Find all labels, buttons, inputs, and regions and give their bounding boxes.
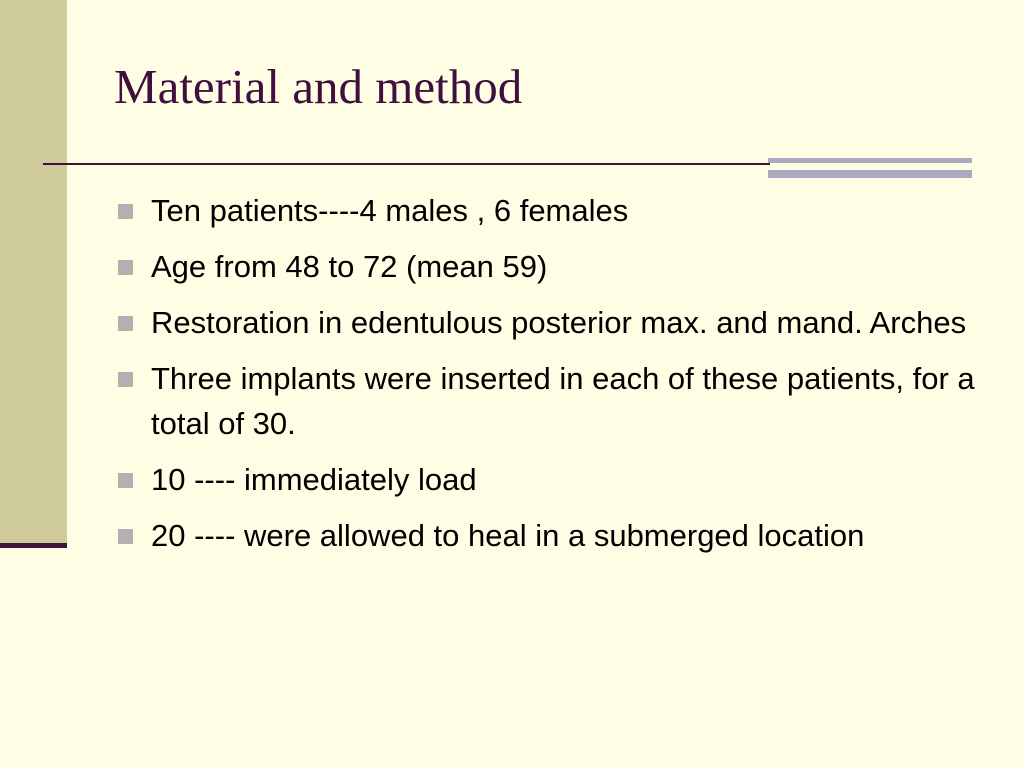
left-bar-underline <box>0 543 67 548</box>
square-bullet-icon <box>118 204 133 219</box>
bullet-list <box>118 188 978 569</box>
square-bullet-icon <box>118 260 133 275</box>
bullet-item <box>118 513 978 558</box>
square-bullet-icon <box>118 529 133 544</box>
slide-title: Material and method <box>114 59 523 114</box>
title-divider <box>43 163 770 165</box>
bullet-text: 20 ---- were allowed to heal in a submerged location <box>151 518 865 553</box>
bullet-text: Restoration in edentulous posterior max. and mand. Arches <box>151 305 967 340</box>
accent-divider-top <box>768 158 972 163</box>
square-bullet-icon <box>118 372 133 387</box>
bullet-text: Three implants were inserted in each of these patients, for a total of 30. <box>151 361 975 441</box>
square-bullet-icon <box>118 473 133 488</box>
square-bullet-icon <box>118 316 133 331</box>
bullet-item <box>118 300 978 345</box>
accent-divider-bottom <box>768 170 972 178</box>
bullet-item <box>118 188 978 233</box>
bullet-text: Age from 48 to 72 (mean 59) <box>151 249 548 284</box>
bullet-item <box>118 356 978 446</box>
bullet-item <box>118 244 978 289</box>
bullet-text: 10 ---- immediately load <box>151 462 477 497</box>
bullet-text: Ten patients----4 males , 6 females <box>151 193 629 228</box>
left-decorative-bar <box>0 0 67 543</box>
bullet-item <box>118 457 978 502</box>
